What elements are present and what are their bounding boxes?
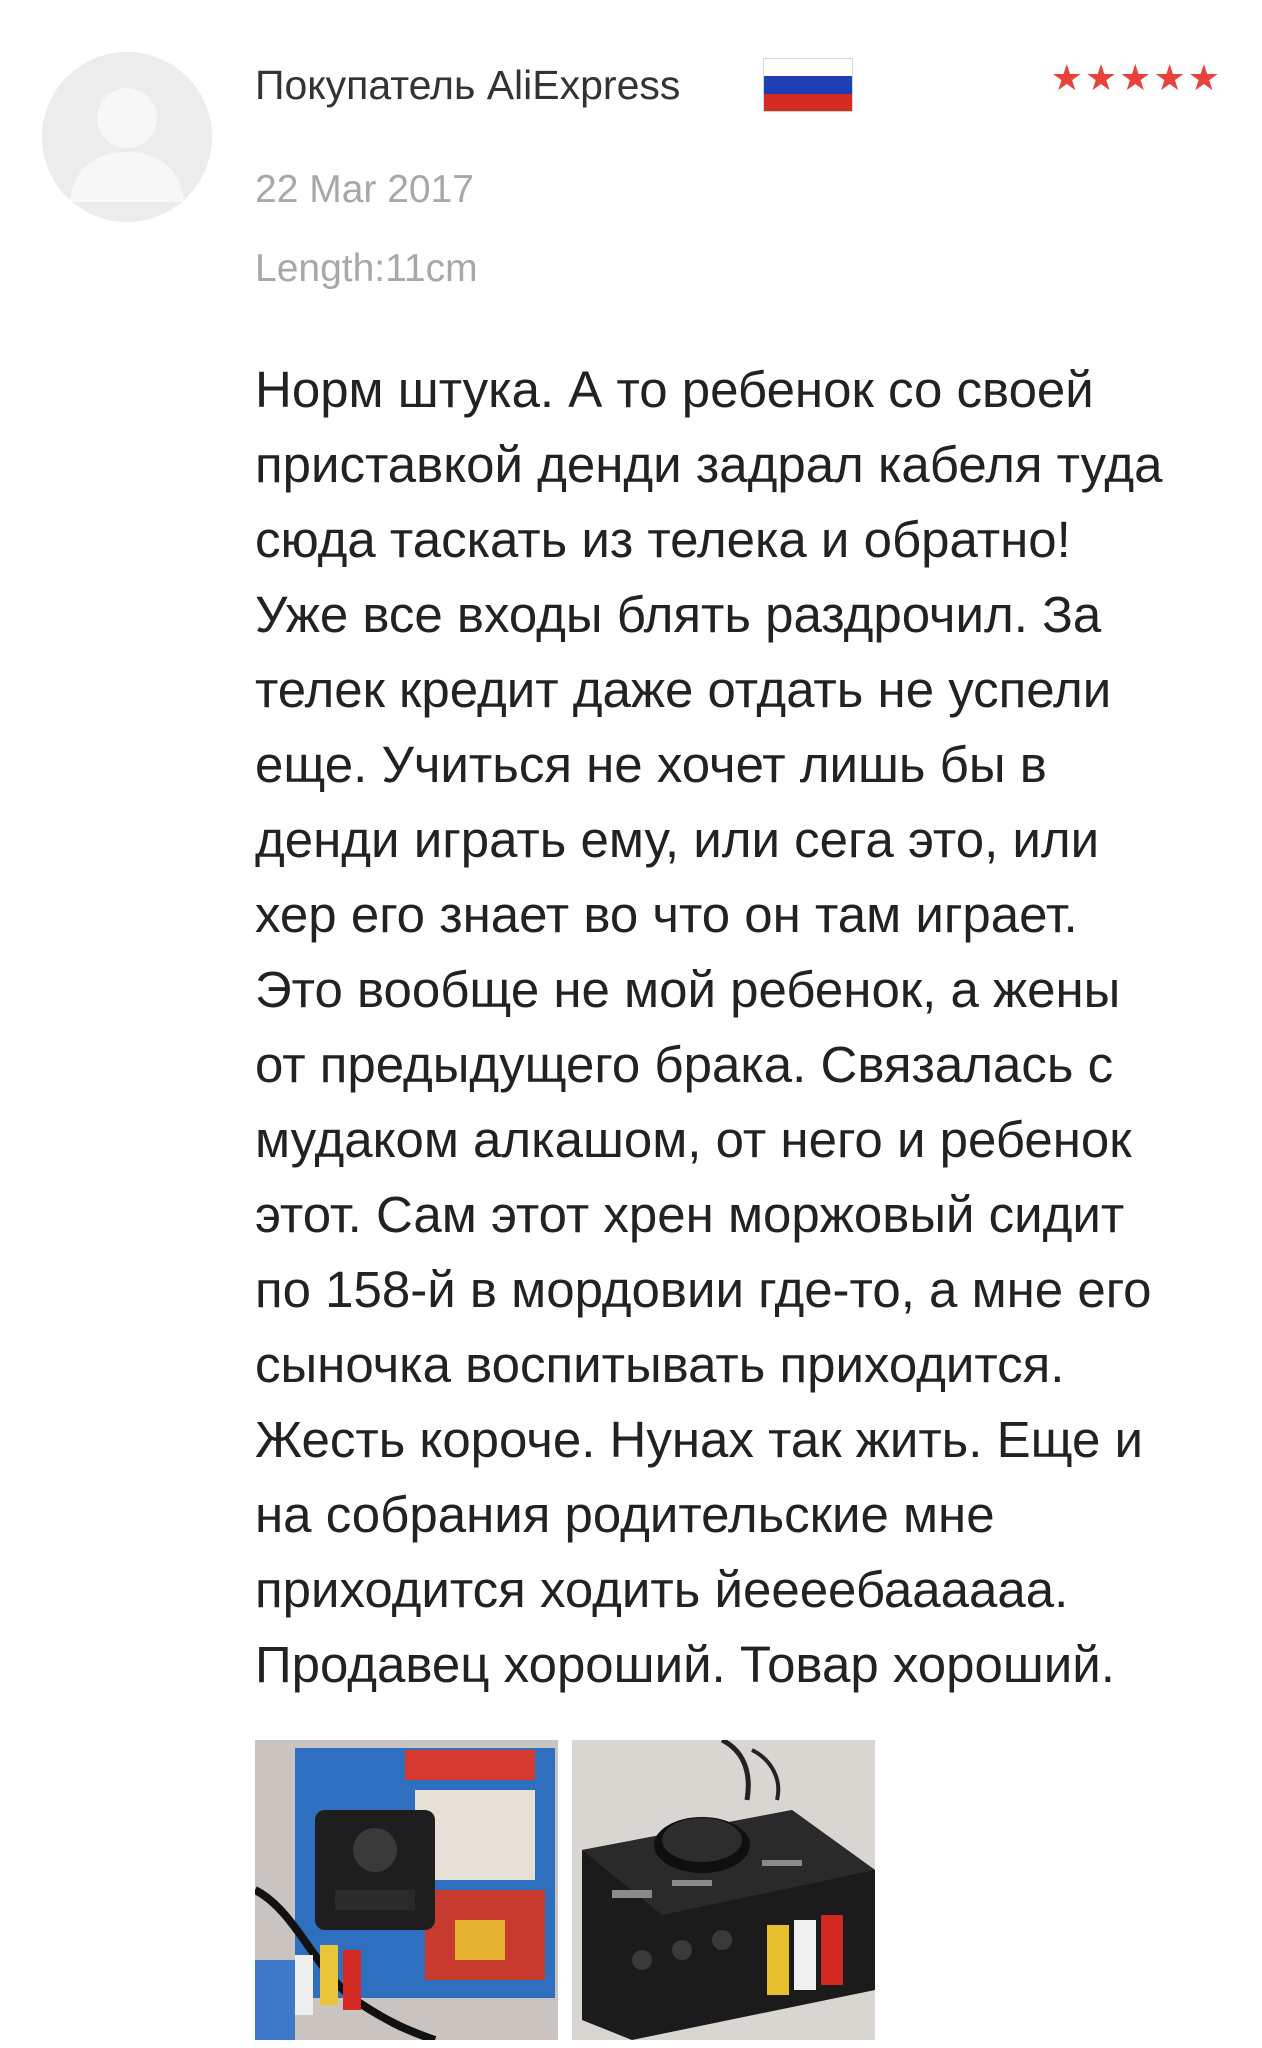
review-text — [255, 352, 1235, 1702]
review-text-line: этот. Сам этот хрен моржовый сидит — [255, 1186, 1125, 1243]
product-attribute: Length:11cm — [255, 247, 478, 290]
review-text-line: Норм штука. А то ребенок со своей — [255, 361, 1094, 418]
review-text-line: хер его знает во что он там играет. — [255, 886, 1078, 943]
review-text-line: сыночка воспитывать приходится. — [255, 1336, 1065, 1393]
star-rating: ★★★★★ — [1050, 58, 1222, 99]
product-photo-switch-box[interactable] — [572, 1740, 875, 2040]
review-text-line: денди играть ему, или сега это, или — [255, 811, 1100, 868]
review-photos — [255, 1740, 875, 2040]
review-text-line: по 158-й в мордовии где-то, а мне его — [255, 1261, 1152, 1318]
user-silhouette-icon — [42, 52, 212, 222]
review-text-line: телек кредит даже отдать не успели — [255, 661, 1112, 718]
review-text-line: приходится ходить йеееебаааааа. — [255, 1561, 1069, 1618]
author-name: Покупатель AliExpress — [255, 62, 681, 108]
review-text-line: Уже все входы блять раздрочил. За — [255, 586, 1102, 643]
review-text-line: Продавец хороший. Товар хороший. — [255, 1636, 1115, 1693]
review-date: 22 Mar 2017 — [255, 168, 474, 211]
review-text-line: на собрания родительские мне — [255, 1486, 995, 1543]
review-text-line: Это вообще не мой ребенок, а жены — [255, 961, 1121, 1018]
review-text-line: от предыдущего брака. Связалась с — [255, 1036, 1114, 1093]
review-text-line: приставкой денди задрал кабеля туда — [255, 436, 1163, 493]
review-header — [255, 58, 1222, 118]
review-text-line: еще. Учиться не хочет лишь бы в — [255, 736, 1047, 793]
avatar[interactable] — [42, 52, 212, 222]
review-text-line: Жесть короче. Нунах так жить. Еще и — [255, 1411, 1144, 1468]
russia-flag-icon — [763, 58, 853, 112]
review-text-line: мудаком алкашом, от него и ребенок — [255, 1111, 1132, 1168]
product-photo-packaged[interactable] — [255, 1740, 558, 2040]
review-text-line: сюда таскать из телека и обратно! — [255, 511, 1071, 568]
